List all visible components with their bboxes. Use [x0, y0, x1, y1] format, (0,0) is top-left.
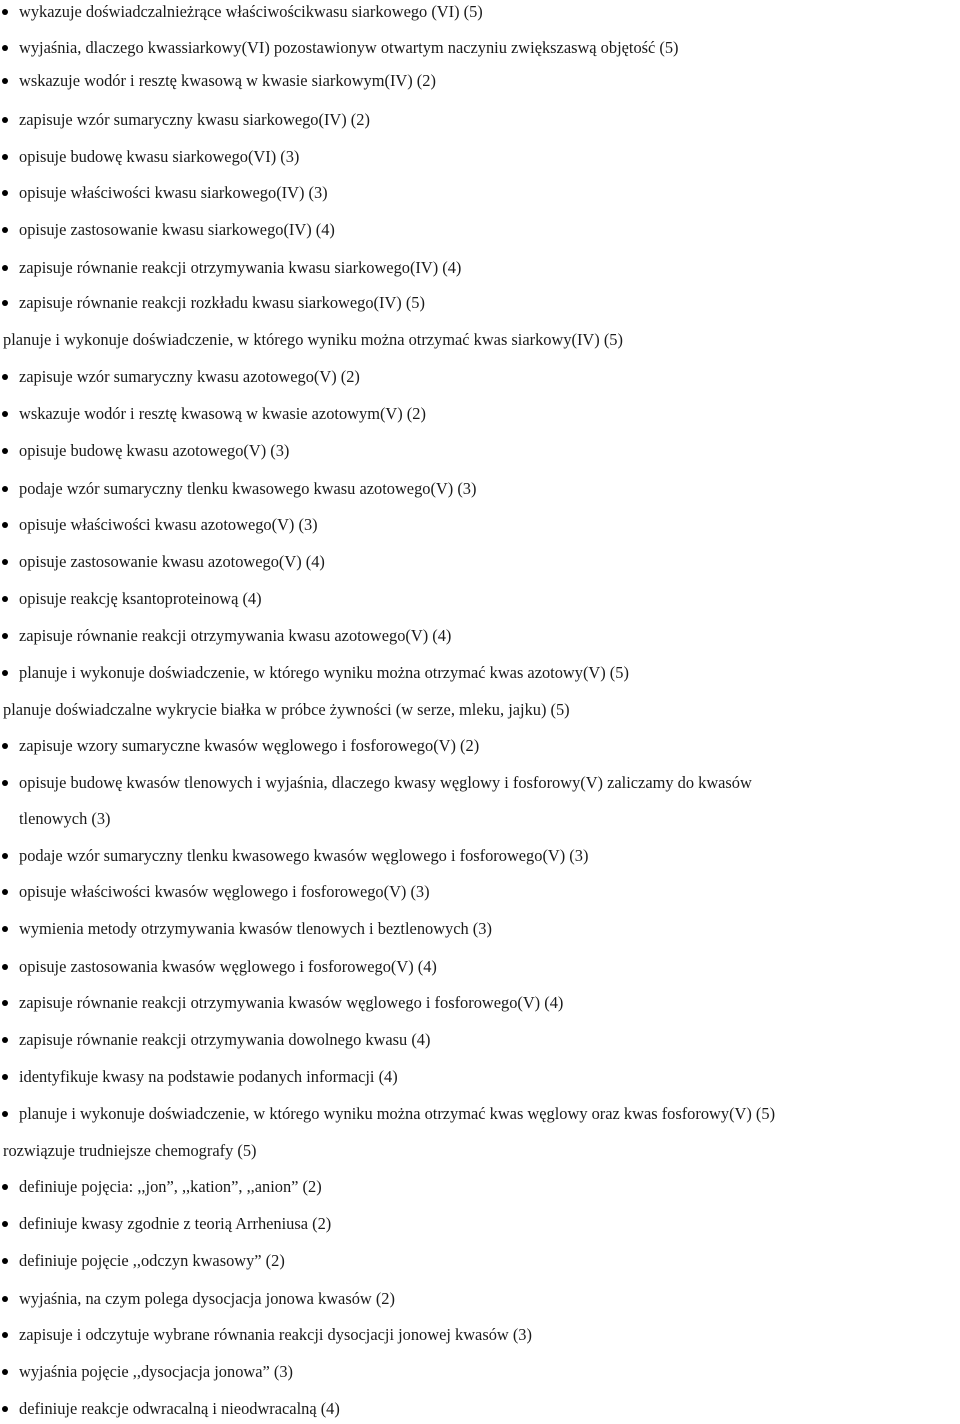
line-text: opisuje właściwości kwasu azotowego(V) (3)	[19, 515, 318, 534]
line-text: opisuje reakcję ksantoproteinową (4)	[19, 589, 262, 608]
line-text: planuje i wykonuje doświadczenie, w którego wyniku można otrzymać kwas węglowy oraz kwas fosforowy(V) (5)	[19, 1104, 776, 1123]
bullet-icon	[2, 780, 8, 786]
bullet-icon	[2, 670, 8, 676]
bullet-icon	[2, 1184, 8, 1190]
bullet-icon	[2, 1258, 8, 1264]
bullet-icon	[2, 1037, 8, 1043]
bullet-icon	[2, 374, 8, 380]
bullet-icon	[2, 411, 8, 417]
bullet-icon	[2, 227, 8, 233]
line-text: tlenowych (3)	[19, 809, 111, 828]
bullet-icon	[2, 743, 8, 749]
bullet-icon	[2, 9, 8, 15]
bullet-icon	[2, 964, 8, 970]
line-text: opisuje właściwości kwasu siarkowego(IV) (3)	[19, 183, 328, 202]
line-text: planuje i wykonuje doświadczenie, w którego wyniku można otrzymać kwas siarkowy(IV) (5)	[3, 330, 623, 349]
bullet-icon	[2, 300, 8, 306]
bullet-icon	[2, 486, 8, 492]
line-text: wymienia metody otrzymywania kwasów tlenowych i beztlenowych (3)	[19, 919, 492, 938]
line-text: podaje wzór sumaryczny tlenku kwasowego kwasów węglowego i fosforowego(V) (3)	[19, 846, 589, 865]
line-text: wykazuje doświadczalnieżrące właściwościkwasu siarkowego (VI) (5)	[19, 2, 483, 21]
line-text: podaje wzór sumaryczny tlenku kwasowego kwasu azotowego(V) (3)	[19, 479, 477, 498]
bullet-icon	[2, 522, 8, 528]
bullet-icon	[2, 889, 8, 895]
bullet-icon	[2, 448, 8, 454]
bullet-icon	[2, 265, 8, 271]
line-text: wyjaśnia pojęcie ,,dysocjacja jonowa” (3)	[19, 1362, 293, 1381]
bullet-icon	[2, 1406, 8, 1412]
line-text: wyjaśnia, na czym polega dysocjacja jonowa kwasów (2)	[19, 1289, 395, 1308]
bullet-icon	[2, 1296, 8, 1302]
line-text: definiuje reakcje odwracalną i nieodwracalną (4)	[19, 1399, 340, 1418]
bullet-icon	[2, 926, 8, 932]
line-text: zapisuje wzór sumaryczny kwasu siarkowego(IV) (2)	[19, 110, 370, 129]
bullet-icon	[2, 559, 8, 565]
line-text: zapisuje równanie reakcji otrzymywania kwasów węglowego i fosforowego(V) (4)	[19, 993, 564, 1012]
line-text: opisuje zastosowania kwasów węglowego i fosforowego(V) (4)	[19, 957, 437, 976]
bullet-icon	[2, 1332, 8, 1338]
line-text: identyfikuje kwasy na podstawie podanych informacji (4)	[19, 1067, 398, 1086]
bullet-icon	[2, 1221, 8, 1227]
bullet-icon	[2, 1000, 8, 1006]
line-text: opisuje zastosowanie kwasu azotowego(V) (4)	[19, 552, 325, 571]
bullet-icon	[2, 1369, 8, 1375]
line-text: opisuje właściwości kwasów węglowego i fosforowego(V) (3)	[19, 882, 430, 901]
line-text: opisuje zastosowanie kwasu siarkowego(IV) (4)	[19, 220, 335, 239]
line-text: zapisuje równanie reakcji otrzymywania kwasu siarkowego(IV) (4)	[19, 258, 462, 277]
bullet-icon	[2, 1111, 8, 1117]
bullet-icon	[2, 1074, 8, 1080]
line-text: zapisuje wzór sumaryczny kwasu azotowego(V) (2)	[19, 367, 360, 386]
line-text: zapisuje i odczytuje wybrane równania reakcji dysocjacji jonowej kwasów (3)	[19, 1325, 532, 1344]
line-text: wskazuje wodór i resztę kwasową w kwasie azotowym(V) (2)	[19, 404, 426, 423]
bullet-icon	[2, 633, 8, 639]
line-text: zapisuje równanie reakcji rozkładu kwasu siarkowego(IV) (5)	[19, 293, 425, 312]
bullet-icon	[2, 154, 8, 160]
line-text: definiuje pojęcia: ,,jon”, ,,kation”, ,,anion” (2)	[19, 1177, 322, 1196]
line-text: wyjaśnia, dlaczego kwassiarkowy(VI) pozostawionyw otwartym naczyniu zwiększaswą objętość (5)	[19, 38, 679, 57]
line-text: opisuje budowę kwasów tlenowych i wyjaśnia, dlaczego kwasy węglowy i fosforowy(V) zaliczamy do kwasów	[19, 773, 752, 792]
line-text: definiuje pojęcie ,,odczyn kwasowy” (2)	[19, 1251, 285, 1270]
line-text: zapisuje równanie reakcji otrzymywania dowolnego kwasu (4)	[19, 1030, 431, 1049]
line-text: wskazuje wodór i resztę kwasową w kwasie siarkowym(IV) (2)	[19, 71, 436, 90]
line-text: zapisuje wzory sumaryczne kwasów węglowego i fosforowego(V) (2)	[19, 736, 480, 755]
bullet-icon	[2, 853, 8, 859]
bullet-icon	[2, 78, 8, 84]
line-text: opisuje budowę kwasu siarkowego(VI) (3)	[19, 147, 300, 166]
bullet-icon	[2, 45, 8, 51]
line-text: opisuje budowę kwasu azotowego(V) (3)	[19, 441, 290, 460]
bullet-icon	[2, 596, 8, 602]
line-text: planuje i wykonuje doświadczenie, w którego wyniku można otrzymać kwas azotowy(V) (5)	[19, 663, 629, 682]
bullet-icon	[2, 190, 8, 196]
bullet-icon	[2, 117, 8, 123]
line-text: rozwiązuje trudniejsze chemografy (5)	[3, 1141, 257, 1160]
line-text: planuje doświadczalne wykrycie białka w próbce żywności (w serze, mleku, jajku) (5)	[3, 700, 570, 719]
line-text: definiuje kwasy zgodnie z teorią Arrheniusa (2)	[19, 1214, 332, 1233]
line-text: zapisuje równanie reakcji otrzymywania kwasu azotowego(V) (4)	[19, 626, 452, 645]
